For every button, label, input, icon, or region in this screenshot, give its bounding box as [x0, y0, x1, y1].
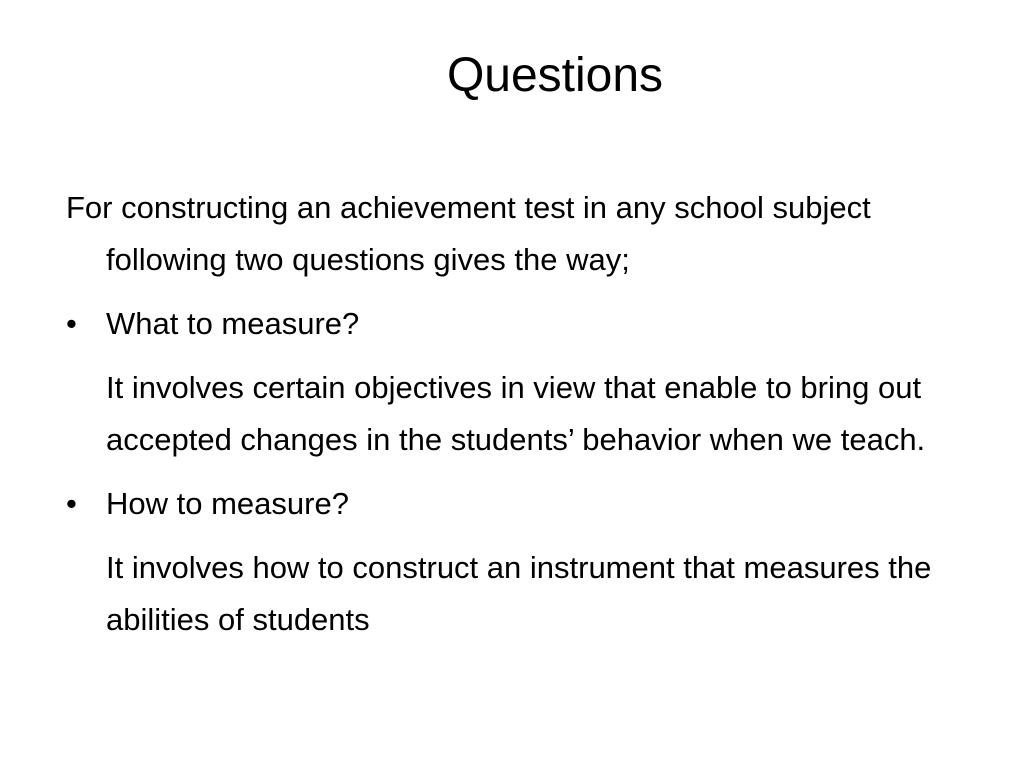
bullet-heading: What to measure? [106, 306, 360, 341]
bullet-item-what [66, 298, 966, 350]
slide-body [66, 182, 966, 646]
bullet-item-how [66, 478, 966, 530]
bullet-icon: • [66, 306, 77, 341]
slide-title: Questions [446, 49, 664, 102]
bullet-detail: It involves how to construct an instrument that measures the abilities of students [106, 550, 932, 637]
bullet-icon: • [66, 486, 77, 521]
bullet-heading: How to measure? [106, 486, 349, 521]
bullet-detail: It involves certain objectives in view that enable to bring out accepted changes in the students’ behavior when we teach. [106, 370, 926, 457]
intro-text: For constructing an achievement test in any school subject following two questions gives the way; [66, 190, 871, 277]
